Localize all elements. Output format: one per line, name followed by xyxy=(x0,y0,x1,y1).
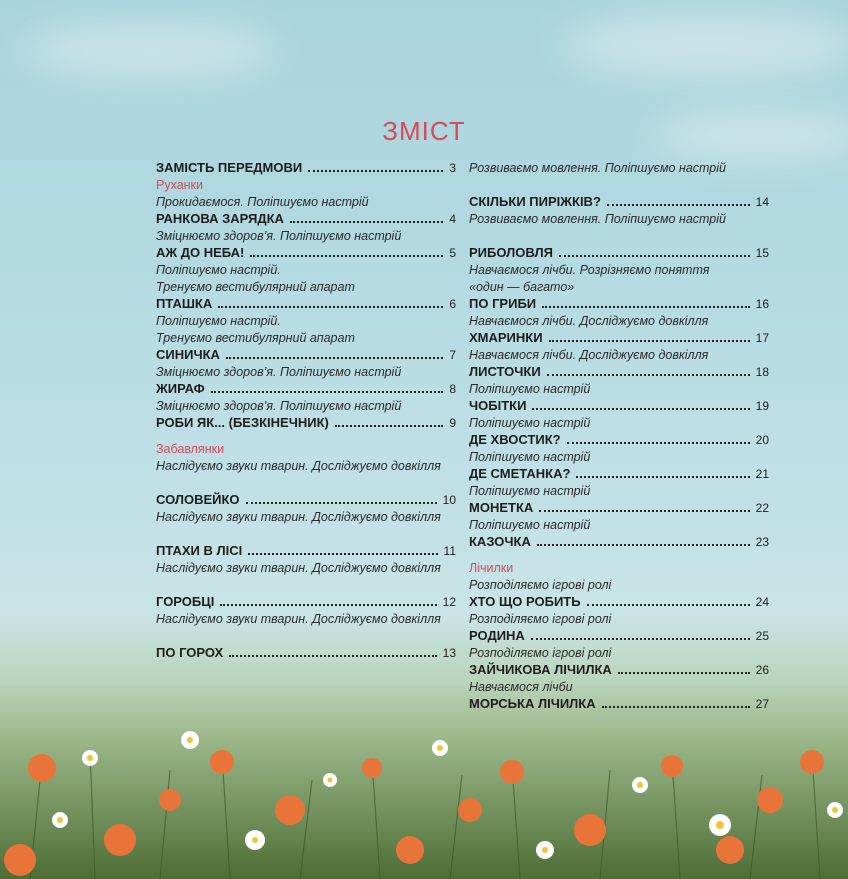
toc-entry-description: Зміцнюємо здоров’я. Поліпшуємо настрій xyxy=(156,399,402,413)
toc-entry-title: РОДИНА xyxy=(469,628,525,643)
toc-entry-title: МОРСЬКА ЛІЧИЛКА xyxy=(469,696,596,711)
dot-leader xyxy=(539,510,749,512)
toc-entry-title: ЗАМІСТЬ ПЕРЕДМОВИ xyxy=(156,160,303,175)
toc-entry[interactable] xyxy=(469,662,769,679)
toc-entry-title: ПО ГРИБИ xyxy=(469,296,537,311)
toc-entry[interactable] xyxy=(469,432,769,449)
toc-section-heading: Забавлянки xyxy=(156,442,225,456)
toc-entry-title: ЖИРАФ xyxy=(156,381,205,396)
toc-column-left xyxy=(156,160,456,662)
dot-leader xyxy=(229,655,436,657)
toc-entry-description: Тренуємо вестибулярний апарат xyxy=(156,331,355,345)
toc-page-number: 3 xyxy=(449,161,456,175)
toc-page-number: 9 xyxy=(449,416,456,430)
toc-entry-title: ПТАШКА xyxy=(156,296,213,311)
flower-meadow-image xyxy=(0,690,848,879)
toc-entry-title: ХМАРИНКИ xyxy=(469,330,543,345)
dot-leader xyxy=(587,604,750,606)
toc-entry[interactable] xyxy=(469,534,769,551)
toc-entry-title: ГОРОБЦІ xyxy=(156,594,215,609)
toc-entry[interactable] xyxy=(469,696,769,713)
toc-entry-description: Прокидаємося. Поліпшуємо настрій xyxy=(156,195,369,209)
toc-entry-title: ХТО ЩО РОБИТЬ xyxy=(469,594,581,609)
toc-entry-title: КАЗОЧКА xyxy=(469,534,531,549)
toc-page-number: 7 xyxy=(449,348,456,362)
dot-leader xyxy=(246,502,437,504)
toc-entry[interactable] xyxy=(469,364,769,381)
toc-entry-title: МОНЕТКА xyxy=(469,500,534,515)
toc-entry-description: Розвиваємо мовлення. Поліпшуємо настрій xyxy=(469,161,726,175)
toc-page-number: 16 xyxy=(755,297,769,311)
toc-entry-description: Поліпшуємо настрій xyxy=(469,484,591,498)
toc-page-number: 25 xyxy=(755,629,769,643)
toc-section-heading: Руханки xyxy=(156,178,204,192)
toc-page-number: 13 xyxy=(442,646,456,660)
toc-entry-description: Навчаємося лічби. Досліджуємо довкілля xyxy=(469,348,709,362)
toc-entry-title: ПО ГОРОХ xyxy=(156,645,224,660)
toc-entry-description: Розвиваємо мовлення. Поліпшуємо настрій xyxy=(469,212,726,226)
toc-page-number: 15 xyxy=(755,246,769,260)
toc-entry-description: Зміцнюємо здоров’я. Поліпшуємо настрій xyxy=(156,229,402,243)
toc-entry-description: Поліпшуємо настрій xyxy=(469,450,591,464)
toc-page-number: 23 xyxy=(755,535,769,549)
dot-leader xyxy=(576,476,749,478)
dot-leader xyxy=(549,340,750,342)
toc-entry[interactable] xyxy=(469,466,769,483)
toc-entry-title: ЗАЙЧИКОВА ЛІЧИЛКА xyxy=(469,662,612,677)
dot-leader xyxy=(226,357,443,359)
toc-entry-description: Поліпшуємо настрій. xyxy=(156,314,281,328)
toc-entry[interactable] xyxy=(156,381,456,398)
toc-entry-description: «один — багато» xyxy=(469,280,575,294)
dot-leader xyxy=(537,544,750,546)
toc-page-number: 17 xyxy=(755,331,769,345)
dot-leader xyxy=(335,425,443,427)
toc-page-number: 19 xyxy=(755,399,769,413)
dot-leader xyxy=(559,255,750,257)
toc-page-number: 24 xyxy=(755,595,769,609)
dot-leader xyxy=(248,553,437,555)
toc-entry-description: Поліпшуємо настрій. xyxy=(156,263,281,277)
dot-leader xyxy=(220,604,436,606)
toc-entry-title: АЖ ДО НЕБА! xyxy=(156,245,245,260)
toc-page-number: 21 xyxy=(755,467,769,481)
dot-leader xyxy=(532,408,749,410)
toc-entry[interactable] xyxy=(469,330,769,347)
toc-page-number: 18 xyxy=(755,365,769,379)
toc-entry[interactable] xyxy=(469,594,769,611)
toc-entry[interactable] xyxy=(156,160,456,177)
dot-leader xyxy=(618,672,750,674)
toc-entry-description: Навчаємося лічби. Досліджуємо довкілля xyxy=(469,314,709,328)
dot-leader xyxy=(250,255,443,257)
toc-entry-title: ДЕ ХВОСТИК? xyxy=(469,432,561,447)
toc-entry-description: Наслідуємо звуки тварин. Досліджуємо довкілля xyxy=(156,510,441,524)
toc-entry-description: Поліпшуємо настрій xyxy=(469,416,591,430)
dot-leader xyxy=(308,170,443,172)
toc-entry[interactable] xyxy=(156,347,456,364)
toc-entry-title: РАНКОВА ЗАРЯДКА xyxy=(156,211,284,226)
toc-entry[interactable] xyxy=(469,500,769,517)
toc-entry-title: РИБОЛОВЛЯ xyxy=(469,245,553,260)
dot-leader xyxy=(531,638,750,640)
toc-entry-title: РОБИ ЯК... (БЕЗКІНЕЧНИК) xyxy=(156,415,329,430)
toc-page-number: 8 xyxy=(449,382,456,396)
toc-entry-description: Навчаємося лічби xyxy=(469,680,573,694)
toc-entry-title: ЛИСТОЧКИ xyxy=(469,364,541,379)
toc-entry-description: Наслідуємо звуки тварин. Досліджуємо довкілля xyxy=(156,561,441,575)
dot-leader xyxy=(547,374,750,376)
toc-entry-description: Тренуємо вестибулярний апарат xyxy=(156,280,355,294)
toc-page-number: 4 xyxy=(449,212,456,226)
toc-page-number: 11 xyxy=(443,544,456,558)
toc-entry[interactable] xyxy=(156,296,456,313)
toc-page-number: 26 xyxy=(755,663,769,677)
dot-leader xyxy=(607,204,750,206)
toc-entry-description: Розподіляємо ігрові ролі xyxy=(469,646,612,660)
toc-page-number: 5 xyxy=(449,246,456,260)
toc-entry[interactable] xyxy=(469,296,769,313)
toc-page-number: 6 xyxy=(449,297,456,311)
toc-page-number: 27 xyxy=(755,697,769,711)
section-spacer xyxy=(469,551,769,560)
toc-entry-description: Зміцнюємо здоров’я. Поліпшуємо настрій xyxy=(156,365,402,379)
toc-page-number: 10 xyxy=(442,493,456,507)
sky-cloud xyxy=(560,10,848,80)
dot-leader xyxy=(567,442,750,444)
toc-entry-title: ПТАХИ В ЛІСІ xyxy=(156,543,243,558)
dot-leader xyxy=(211,391,444,393)
sky-cloud xyxy=(20,20,280,80)
toc-entry-description: Поліпшуємо настрій xyxy=(469,518,591,532)
toc-entry-description: Розподіляємо ігрові ролі xyxy=(469,612,612,626)
toc-entry-description: Поліпшуємо настрій xyxy=(469,382,591,396)
dot-leader xyxy=(218,306,443,308)
toc-entry-description: Розподіляємо ігрові ролі xyxy=(469,578,612,592)
toc-entry-description: Навчаємося лічби. Розрізняємо поняття xyxy=(469,263,710,277)
toc-entry[interactable] xyxy=(156,594,456,611)
toc-column-right xyxy=(469,160,769,713)
toc-entry-title: СИНИЧКА xyxy=(156,347,220,362)
toc-entry[interactable] xyxy=(469,194,769,211)
toc-page-number: 14 xyxy=(755,195,769,209)
toc-entry[interactable] xyxy=(156,245,456,262)
toc-entry[interactable] xyxy=(156,415,456,432)
dot-leader xyxy=(542,306,750,308)
toc-entry-title: СОЛОВЕЙКО xyxy=(156,492,240,507)
toc-entry-title: ДЕ СМЕТАНКА? xyxy=(469,466,571,481)
toc-entry-description: Наслідуємо звуки тварин. Досліджуємо довкілля xyxy=(156,612,441,626)
toc-section-heading: Лічилки xyxy=(469,561,514,575)
toc-entry[interactable] xyxy=(156,645,456,662)
toc-entry[interactable] xyxy=(469,628,769,645)
toc-page-number: 20 xyxy=(755,433,769,447)
page-title: ЗМІСТ xyxy=(382,116,466,146)
toc-entry-title: ЧОБІТКИ xyxy=(469,398,527,413)
toc-entry[interactable] xyxy=(156,492,456,509)
toc-entry[interactable] xyxy=(156,543,456,560)
toc-page-number: 22 xyxy=(755,501,769,515)
toc-entry[interactable] xyxy=(469,398,769,415)
dot-leader xyxy=(290,221,443,223)
toc-entry[interactable] xyxy=(469,245,769,262)
toc-entry-description: Наслідуємо звуки тварин. Досліджуємо довкілля xyxy=(156,459,441,473)
toc-entry-title: СКІЛЬКИ ПИРІЖКІВ? xyxy=(469,194,601,209)
section-spacer xyxy=(156,432,456,441)
toc-page-number: 12 xyxy=(442,595,456,609)
dot-leader xyxy=(602,706,750,708)
toc-entry[interactable] xyxy=(156,211,456,228)
